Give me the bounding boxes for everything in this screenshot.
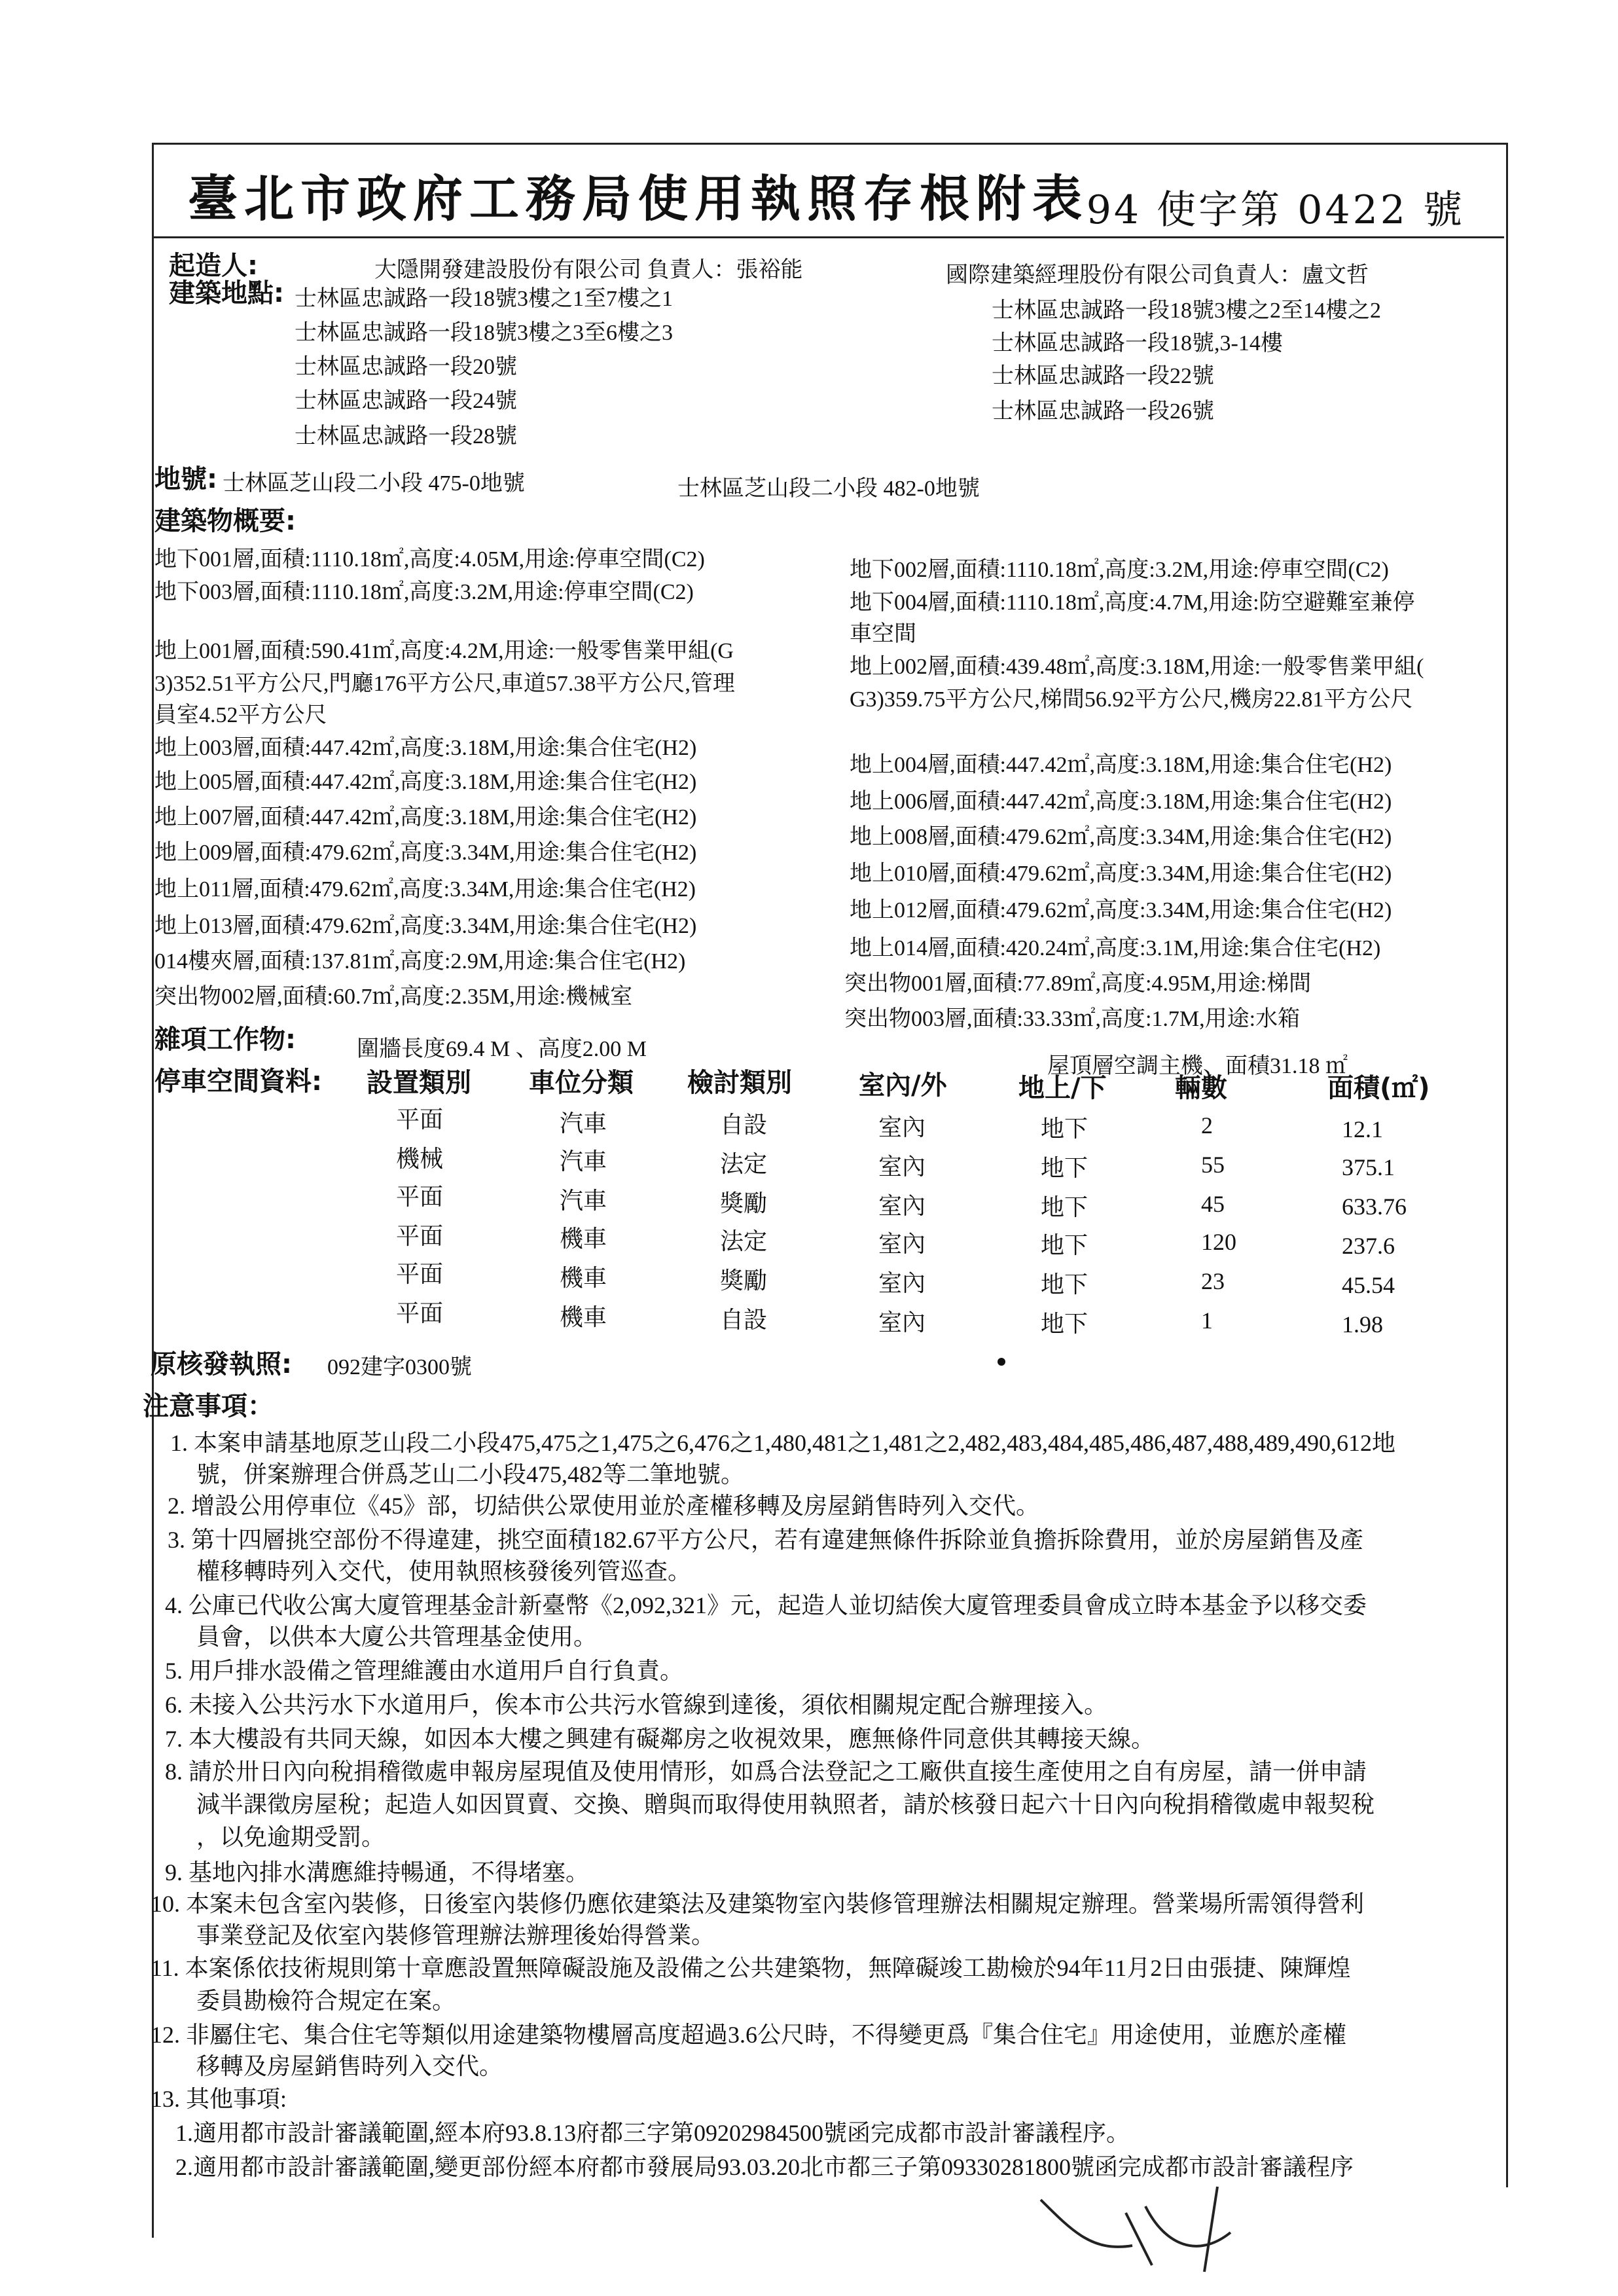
parking-label: 停車空間資料: — [154, 1066, 322, 1097]
parking-cell: 平面 — [396, 1261, 444, 1287]
parking-cell: 地下 — [1041, 1116, 1088, 1142]
floor-14: 地上014層,面積:420.24㎡,高度:3.1M,用途:集合住宅(H2) — [850, 936, 1381, 960]
floor-6: 地上006層,面積:447.42㎡,高度:3.18M,用途:集合住宅(H2) — [850, 790, 1392, 814]
note-11-line1: 11. 本案係依技術規則第十章應設置無障礙設施及設備之公共建築物，無障礙竣工勘檢於94年11月2日由張捷、陳輝煌 — [151, 1955, 1351, 1981]
roof-3: 突出物003層,面積:33.33㎡,高度:1.7M,用途:水箱 — [844, 1007, 1301, 1031]
note-8-line1: 8. 請於卅日內向稅捐稽徵處申報房屋現值及使用情形，如爲合法登記之工廠供直接生產使用之自有房屋，請一併申請 — [165, 1758, 1367, 1785]
parking-cell: 平面 — [396, 1223, 444, 1249]
parking-cell: 地下 — [1041, 1155, 1088, 1181]
parking-cell: 汽車 — [560, 1148, 607, 1175]
floor-10: 地上010層,面積:479.62㎡,高度:3.34M,用途:集合住宅(H2) — [850, 862, 1392, 886]
note-12-line1: 12. 非屬住宅、集合住宅等類似用途建築物樓層高度超過3.6公尺時，不得變更爲『集合住宅』用途使用，並應於產權 — [151, 2022, 1347, 2048]
parking-cell: 45 — [1201, 1191, 1225, 1217]
parking-cell: 機車 — [560, 1265, 607, 1291]
notes-label: 注意事項： — [143, 1391, 274, 1421]
parking-cell: 平面 — [396, 1300, 444, 1326]
original-permit-value: 092建字0300號 — [327, 1355, 472, 1379]
title-bar — [154, 145, 1504, 238]
parking-cell: 法定 — [720, 1151, 768, 1177]
builder-label: 起造人: — [169, 251, 258, 281]
parking-cell: 2 — [1201, 1112, 1213, 1139]
note-13-item2: 2.適用都市設計審議範圍,變更部份經本府都市發展局93.03.20北市都三子第09330281800號函完成都市設計審議程序 — [175, 2154, 1354, 2180]
parking-cell: 237.6 — [1342, 1233, 1395, 1259]
original-permit-label: 原核發執照: — [151, 1349, 292, 1379]
lot-left: 士林區芝山段二小段 475-0地號 — [223, 471, 525, 496]
parking-header-level: 地上/下 — [1018, 1073, 1107, 1103]
builder-right: 國際建築經理股份有限公司負責人：盧文哲 — [946, 263, 1369, 287]
roof-2: 突出物002層,面積:60.7㎡,高度:2.35M,用途:機械室 — [154, 985, 633, 1009]
floor-1-line1: 地上001層,面積:590.41㎡,高度:4.2M,用途:一般零售業甲組(G — [154, 639, 734, 663]
floor-b4-line1: 地下004層,面積:1110.18㎡,高度:4.7M,用途:防空避難室兼停 — [850, 591, 1415, 615]
floor-1-line3: 員室4.52平方公尺 — [154, 703, 327, 727]
parking-cell: 1 — [1201, 1307, 1213, 1334]
note-4-line2: 員會，以供本大廈公共管理基金使用。 — [196, 1624, 598, 1650]
floor-b1: 地下001層,面積:1110.18㎡,高度:4.05M,用途:停車空間(C2) — [154, 547, 705, 572]
parking-cell: 室內 — [878, 1231, 926, 1257]
parking-cell: 633.76 — [1342, 1194, 1407, 1220]
floor-12: 地上012層,面積:479.62㎡,高度:3.34M,用途:集合住宅(H2) — [850, 898, 1392, 922]
note-13-item1: 1.適用都市設計審議範圍,經本府93.8.13府都三字第09202984500號函完成都市設計審議程序。 — [175, 2120, 1130, 2146]
parking-cell: 室內 — [878, 1270, 926, 1296]
note-6: 6. 未接入公共污水下水道用戶，俟本市公共污水管線到達後，須依相關規定配合辦理接入。 — [165, 1692, 1108, 1718]
parking-cell: 機械 — [396, 1146, 444, 1172]
site-label: 建築地點: — [169, 278, 284, 308]
parking-header-area: 面積(㎡) — [1327, 1073, 1430, 1103]
parking-cell: 獎勵 — [720, 1190, 768, 1216]
floor-2-line1: 地上002層,面積:439.48㎡,高度:3.18M,用途:一般零售業甲組( — [850, 655, 1424, 679]
parking-cell: 23 — [1201, 1268, 1225, 1294]
floor-2-line2: G3)359.75平方公尺,梯間56.92平方公尺,機房22.81平方公尺 — [850, 687, 1413, 712]
parking-header-vehicle: 車位分類 — [529, 1068, 634, 1098]
floor-b4-line2: 車空間 — [850, 622, 916, 646]
note-1-line1: 1. 本案申請基地原芝山段二小段475,475之1,475之6,476之1,480,481之1,481之2,482,483,484,485,486,487,488,489,490,612地 — [170, 1430, 1396, 1456]
parking-cell: 平面 — [396, 1184, 444, 1210]
parking-cell: 地下 — [1041, 1194, 1088, 1220]
floor-9: 地上009層,面積:479.62㎡,高度:3.34M,用途:集合住宅(H2) — [154, 841, 697, 865]
site-right-1: 士林區忠誠路一段18號3樓之2至14樓之2 — [992, 299, 1381, 323]
parking-cell: 45.54 — [1342, 1272, 1395, 1298]
parking-cell: 法定 — [720, 1228, 768, 1254]
note-8-line3: ，以免逾期受罰。 — [196, 1824, 386, 1850]
parking-header-type: 設置類別 — [367, 1068, 471, 1098]
parking-cell: 機車 — [560, 1226, 607, 1252]
misc-ac: 屋頂層空調主機、面積31.18 ㎡ — [1047, 1054, 1348, 1078]
scan-speck — [998, 1358, 1005, 1366]
parking-header-indoor: 室內/外 — [859, 1070, 947, 1101]
note-10-line1: 10. 本案未包含室內裝修，日後室內裝修仍應依建築法及建築物室內裝修管理辦法相關規定辦理。營業場所需領得營利 — [151, 1891, 1365, 1917]
site-right-2: 士林區忠誠路一段18號,3-14樓 — [992, 331, 1283, 355]
parking-cell: 汽車 — [560, 1110, 607, 1137]
floor-b3: 地下003層,面積:1110.18㎡,高度:3.2M,用途:停車空間(C2) — [154, 580, 694, 604]
floor-mezzanine: 014樓夾層,面積:137.81㎡,高度:2.9M,用途:集合住宅(H2) — [154, 949, 686, 974]
parking-cell: 375.1 — [1342, 1154, 1395, 1180]
parking-cell: 地下 — [1041, 1271, 1088, 1298]
parking-cell: 汽車 — [560, 1188, 607, 1214]
lot-label: 地號: — [154, 464, 217, 494]
parking-cell: 12.1 — [1342, 1116, 1383, 1142]
parking-cell: 1.98 — [1342, 1311, 1383, 1338]
parking-cell: 獎勵 — [720, 1267, 768, 1294]
parking-cell: 平面 — [396, 1106, 444, 1133]
lot-right: 士林區芝山段二小段 482-0地號 — [677, 477, 980, 501]
note-3-line1: 3. 第十四層挑空部份不得違建，挑空面積182.67平方公尺，若有違建無條件拆除並負擔拆除費用，並於房屋銷售及產 — [168, 1527, 1364, 1553]
floor-11: 地上011層,面積:479.62㎡,高度:3.34M,用途:集合住宅(H2) — [154, 877, 696, 902]
parking-cell: 自設 — [720, 1307, 768, 1333]
note-10-line2: 事業登記及依室內裝修管理辦法辦理後始得營業。 — [196, 1922, 715, 1948]
site-left-5: 士林區忠誠路一段28號 — [295, 424, 517, 448]
permit-number: 94 使字第 0422 號 — [1086, 187, 1465, 233]
note-11-line2: 委員勘檢符合規定在案。 — [196, 1988, 456, 2014]
parking-header-count: 輛數 — [1175, 1073, 1227, 1103]
note-2: 2. 增設公用停車位《45》部，切結供公眾使用並於產權移轉及房屋銷售時列入交代。 — [168, 1493, 1040, 1519]
note-9: 9. 基地內排水溝應維持暢通，不得堵塞。 — [165, 1859, 590, 1886]
site-left-2: 士林區忠誠路一段18號3樓之3至6樓之3 — [295, 321, 673, 345]
floor-8: 地上008層,面積:479.62㎡,高度:3.34M,用途:集合住宅(H2) — [850, 825, 1392, 849]
parking-cell: 室內 — [878, 1193, 926, 1219]
site-left-1: 士林區忠誠路一段18號3樓之1至7樓之1 — [295, 287, 673, 311]
frame-left-border — [152, 143, 154, 2238]
floor-b2: 地下002層,面積:1110.18㎡,高度:3.2M,用途:停車空間(C2) — [850, 558, 1389, 582]
signature-scribble — [1034, 2174, 1270, 2278]
document-title: 臺北市政府工務局使用執照存根附表 — [188, 170, 1088, 228]
floor-5: 地上005層,面積:447.42㎡,高度:3.18M,用途:集合住宅(H2) — [154, 770, 697, 794]
site-left-4: 士林區忠誠路一段24號 — [295, 389, 517, 413]
note-8-line2: 減半課徵房屋稅；起造人如因買賣、交換、贈與而取得使用執照者，請於核發日起六十日內向稅捐稽徵處申報契稅 — [196, 1791, 1375, 1817]
parking-cell: 室內 — [878, 1309, 926, 1336]
site-left-3: 士林區忠誠路一段20號 — [295, 355, 517, 379]
note-13: 13. 其他事項: — [151, 2086, 287, 2112]
note-1-line2: 號，併案辦理合併爲芝山二小段475,482等二筆地號。 — [196, 1461, 745, 1487]
floor-1-line2: 3)352.51平方公尺,門廳176平方公尺,車道57.38平方公尺,管理 — [154, 672, 735, 696]
floor-3: 地上003層,面積:447.42㎡,高度:3.18M,用途:集合住宅(H2) — [154, 736, 697, 760]
parking-cell: 地下 — [1041, 1311, 1088, 1337]
parking-cell: 55 — [1201, 1152, 1225, 1178]
note-12-line2: 移轉及房屋銷售時列入交代。 — [196, 2053, 503, 2079]
parking-cell: 室內 — [878, 1154, 926, 1180]
roof-1: 突出物001層,面積:77.89㎡,高度:4.95M,用途:梯間 — [844, 972, 1312, 996]
builder-left: 大隱開發建設股份有限公司 負責人：張裕能 — [374, 258, 803, 282]
note-5: 5. 用戶排水設備之管理維護由水道用戶自行負責。 — [165, 1658, 684, 1684]
floor-13: 地上013層,面積:479.62㎡,高度:3.34M,用途:集合住宅(H2) — [154, 914, 697, 938]
parking-cell: 自設 — [720, 1112, 768, 1138]
floor-4: 地上004層,面積:447.42㎡,高度:3.18M,用途:集合住宅(H2) — [850, 753, 1392, 777]
site-right-4: 士林區忠誠路一段26號 — [992, 399, 1214, 424]
site-right-3: 士林區忠誠路一段22號 — [992, 364, 1214, 388]
parking-header-review: 檢討類別 — [687, 1068, 792, 1098]
parking-cell: 地下 — [1041, 1232, 1088, 1258]
floor-7: 地上007層,面積:447.42㎡,高度:3.18M,用途:集合住宅(H2) — [154, 805, 697, 829]
misc-label: 雜項工作物: — [154, 1025, 296, 1055]
parking-cell: 機車 — [560, 1304, 607, 1330]
parking-cell: 室內 — [878, 1114, 926, 1140]
note-3-line2: 權移轉時列入交代，使用執照核發後列管巡查。 — [196, 1558, 692, 1584]
misc-wall: 圍牆長度69.4 M 、高度2.00 M — [357, 1037, 647, 1061]
note-4-line1: 4. 公庫已代收公寓大廈管理基金計新臺幣《2,092,321》元，起造人並切結俟大廈管理委員會成立時本基金予以移交委 — [165, 1592, 1367, 1618]
overview-label: 建築物概要: — [154, 506, 296, 536]
note-7: 7. 本大樓設有共同天線，如因本大樓之興建有礙鄰房之收視效果，應無條件同意供其轉接天線。 — [165, 1726, 1155, 1752]
parking-cell: 120 — [1201, 1229, 1236, 1255]
